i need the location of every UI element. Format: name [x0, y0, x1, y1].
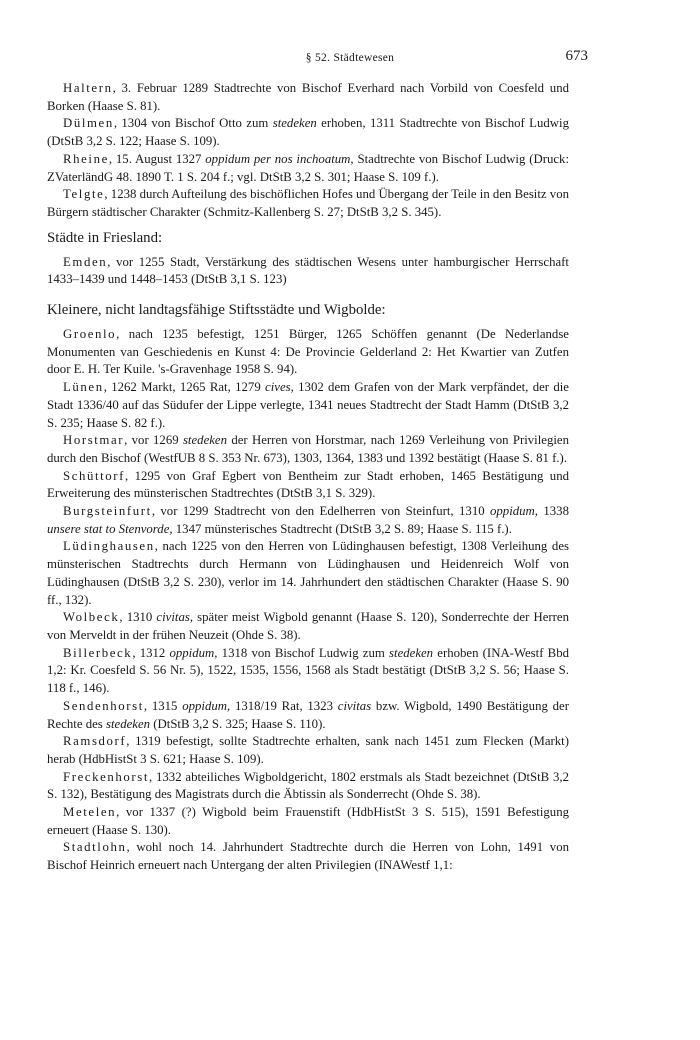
- town-name: Schüttorf: [63, 468, 126, 483]
- running-head: [0, 48, 700, 70]
- town-entry: Sendenhorst, 1315 oppidum, 1318/19 Rat, 1323 civitas bzw. Wigbold, 1490 Bestätigung der Rechte des stedeken (DtStB 3,2 S. 325; Haase S. 110).: [47, 698, 569, 731]
- town-entry: Haltern, 3. Februar 1289 Stadtrechte von Bischof Everhard nach Vorbild von Coesfeld und Borken (Haase S. 81).: [47, 81, 569, 113]
- latin-term: unsere stat to Stenvorde,: [47, 521, 173, 536]
- town-entry: Lüdinghausen, nach 1225 von den Herren von Lüdinghausen befestigt, 1308 Verleihung des münsterischen Stadtrechts durch Hermann von Lüdinghausen und Heidenreich Wolf von Lüdinghausen (DtStB 3,2 S. 230), verlor im 14. Jahrhundert den städtischen Charakter (Haase S. 90 ff., 132).: [47, 539, 569, 607]
- town-name: Burgsteinfurt: [63, 504, 152, 519]
- town-entry: Lünen, 1262 Markt, 1265 Rat, 1279 cives, 1302 dem Grafen von der Mark verpfändet, der die Stadt 1336/40 auf das Südufer der Lippe verlegte, 1341 neues Stadtrecht der Stadt Hamm (DtStB 3,2 S. 235; Haase S. 82 f.).: [47, 380, 569, 430]
- latin-term: stedeken: [272, 116, 317, 131]
- town-entry: Telgte, 1238 durch Aufteilung des bischöflichen Hofes und Übergang der Teile in den Besitz von Bürgern städtischer Charakter (Schmitz-Kallenberg S. 27; DtStB 3,2 S. 345).: [47, 187, 569, 219]
- town-entry: Rheine, 15. August 1327 oppidum per nos inchoatum, Stadtrechte von Bischof Ludwig (Druck: ZVaterländG 48. 1890 T. 1 S. 204 f.; vgl. DtStB 3,2 S. 301; Haase S. 109 f.).: [47, 151, 569, 184]
- town-entry: Ramsdorf, 1319 befestigt, sollte Stadtrechte erhalten, sank nach 1451 zum Flecken (Markt) herab (HdbHistSt 3 S. 621; Haase S. 109).: [47, 734, 569, 766]
- latin-term: oppidum,: [169, 645, 218, 660]
- town-name: Dülmen: [63, 116, 114, 131]
- page-number: 673: [565, 48, 588, 64]
- town-entry: Billerbeck, 1312 oppidum, 1318 von Bischof Ludwig zum stedeken erhoben (INA-Westf Bbd 1,2: Kr. Coesfeld S. 56 Nr. 5), 1522, 1535, 1556, 1568 als Stadt bestätigt (DtStB 3,2 S. 56; Haase S. 118 f., 146).: [47, 645, 569, 696]
- town-entry: Burgsteinfurt, vor 1299 Stadtrecht von den Edelherren von Steinfurt, 1310 oppidum, 1338 unsere stat to Stenvorde, 1347 münsterisches Stadtrecht (DtStB 3,2 S. 89; Haase S. 115 f.).: [47, 504, 569, 536]
- latin-term: cives,: [265, 380, 294, 395]
- town-name: Wolbeck: [63, 610, 120, 625]
- town-name: Horstmar: [63, 433, 125, 448]
- latin-term: stedeken: [389, 645, 434, 660]
- town-entry: Dülmen, 1304 von Bischof Otto zum stedeken erhoben, 1311 Stadtrechte von Bischof Ludwig (DtStB 3,2 S. 122; Haase S. 109).: [47, 116, 569, 149]
- town-entry: Freckenhorst, 1332 abteiliches Wigboldgericht, 1802 erstmals als Stadt bezeichnet (DtStB 3,2 S. 132), Bestätigung des Magistrats durch die Äbtissin als Sonderrecht (Ohde S. 38).: [47, 769, 569, 802]
- latin-term: civitas,: [156, 610, 194, 625]
- section-heading: Kleinere, nicht landtagsfähige Stiftsstädte und Wigbolde:: [47, 302, 386, 319]
- town-name: Telgte: [63, 187, 105, 202]
- town-name: Emden: [63, 254, 108, 269]
- town-name: Sendenhorst: [63, 698, 144, 713]
- town-entry: Stadtlohn, wohl noch 14. Jahrhundert Stadtrechte durch die Herren von Lohn, 1491 von Bischof Heinrich erneuert nach Untergang der alten Privilegien (INAWestf 1,1:: [47, 840, 569, 873]
- latin-term: stedeken: [106, 716, 151, 731]
- town-name: Lünen: [63, 380, 104, 395]
- town-name: Billerbeck: [63, 645, 133, 660]
- latin-term: oppidum,: [490, 504, 538, 519]
- town-name: Metelen: [63, 805, 117, 820]
- town-name: Haltern: [63, 81, 113, 95]
- latin-term: stedeken: [182, 433, 228, 448]
- latin-term: civitas: [337, 698, 372, 713]
- latin-term: oppidum per nos inchoatum,: [205, 151, 354, 166]
- town-name: Groenlo: [63, 327, 117, 342]
- running-head-title: § 52. Städtewesen: [305, 52, 395, 64]
- town-name: Lüdinghausen: [63, 539, 155, 554]
- page-body: [47, 80, 569, 875]
- town-entry: Schüttorf, 1295 von Graf Egbert von Bentheim zur Stadt erhoben, 1465 Bestätigung und Erweiterung des münsterischen Stadtrechtes (DtStB 3,1 S. 329).: [47, 468, 569, 501]
- town-name: Ramsdorf: [63, 734, 127, 749]
- town-entry: Groenlo, nach 1235 befestigt, 1251 Bürger, 1265 Schöffen genannt (De Nederlandse Monumenten van Geschiedenis en Kunst 4: De Provincie Gelderland 2: Het Kwartier van Zutfen door E. H. Ter Kuile. 's-Gravenhage 1958 S. 94).: [47, 327, 569, 377]
- town-entry: Horstmar, vor 1269 stedeken der Herren von Horstmar, nach 1269 Verleihung von Privilegien durch den Bischof (WestfUB 8 S. 353 Nr. 673), 1303, 1364, 1383 und 1392 bestätigt (Haase S. 81 f.).: [47, 433, 569, 465]
- town-entry: Wolbeck, 1310 civitas, später meist Wigbold genannt (Haase S. 120), Sonderrechte der Herren von Merveldt in der frühen Neuzeit (Ohde S. 38).: [47, 610, 569, 642]
- section-gap: [47, 289, 569, 293]
- town-name: Rheine: [63, 151, 109, 166]
- latin-term: oppidum,: [182, 698, 231, 713]
- section-heading: Städte in Friesland:: [47, 229, 163, 246]
- town-entry: Metelen, vor 1337 (?) Wigbold beim Frauenstift (HdbHistSt 3 S. 515), 1591 Befestigung erneuert (Haase S. 130).: [47, 805, 569, 837]
- town-name: Stadtlohn: [63, 840, 127, 855]
- town-name: Freckenhorst: [63, 769, 150, 784]
- town-entry: Emden, vor 1255 Stadt, Verstärkung des städtischen Wesens unter hamburgischer Herrschaft 1433–1439 und 1448–1453 (DtStB 3,1 S. 123): [47, 254, 569, 287]
